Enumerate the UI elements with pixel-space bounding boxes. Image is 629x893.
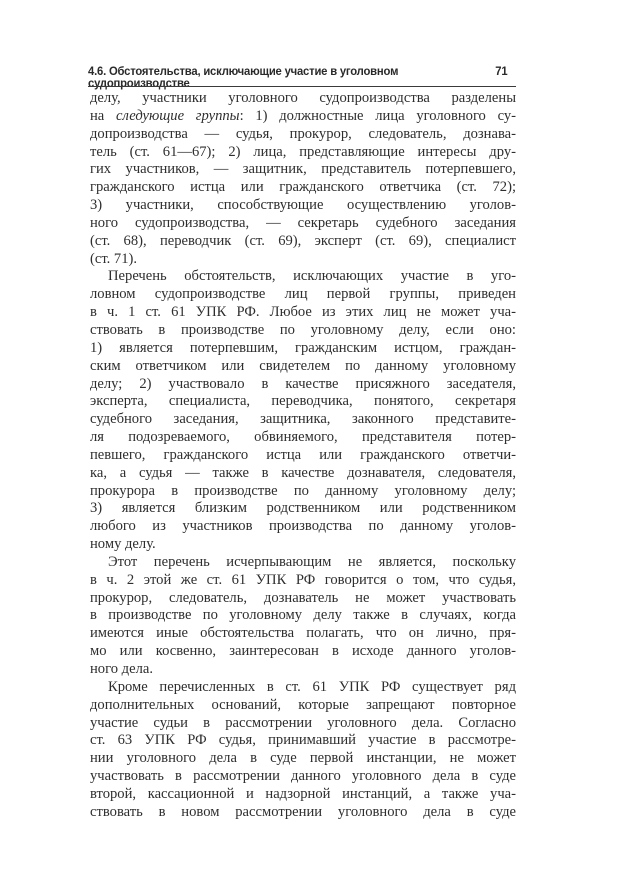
- text-line: [90, 376, 516, 394]
- text-run: делу; 2) участвовало в качестве присяжного заседателя,: [90, 375, 516, 392]
- text-run: участвовать в рассмотрении данного уголовного дела в суде: [90, 768, 516, 785]
- text-line: [90, 661, 516, 679]
- text-line: [90, 625, 516, 643]
- text-line: [90, 126, 516, 144]
- text-run: ловном судопроизводстве лиц первой группы, приведен: [90, 286, 516, 303]
- text-run: делу, участники уголовного судопроизводства разделены: [90, 90, 516, 106]
- text-line: [90, 768, 516, 786]
- running-header: [88, 66, 508, 90]
- text-run: певшего, гражданского истца или гражданского ответчи-: [90, 446, 516, 463]
- italic-text: следующие группы: [116, 107, 240, 124]
- text-line: [90, 268, 516, 286]
- text-line: [90, 750, 516, 768]
- text-run: тель (ст. 61—67); 2) лица, представляющие интересы дру-: [90, 143, 516, 160]
- text-run: ствовать в новом рассмотрении уголовного дела в суде: [90, 803, 516, 820]
- text-run: в производстве по уголовному делу также в случаях, когда: [90, 607, 516, 624]
- body-text: [90, 90, 516, 822]
- text-run: ским ответчиком или свидетелем по данному уголовному: [90, 357, 516, 374]
- text-run: на: [90, 107, 117, 124]
- text-run: : 1) должностные лица уголовного су-: [239, 107, 517, 124]
- text-run: мо или косвенно, заинтересован в исходе данного уголов-: [90, 643, 516, 660]
- text-run: Кроме перечисленных в ст. 61 УПК РФ существует ряд: [108, 678, 516, 695]
- text-run: имеются иные обстоятельства полагать, что он лично, пря-: [90, 625, 516, 642]
- text-line: [90, 393, 516, 411]
- text-run: прокурор, следователь, дознаватель не может участвовать: [90, 589, 516, 606]
- text-run: гих участников, — защитник, представитель потерпевшего,: [90, 161, 516, 178]
- text-line: [90, 358, 516, 376]
- text-run: судебного заседания, защитника, законного представите-: [90, 411, 516, 428]
- text-line: [90, 304, 516, 322]
- text-line: [90, 429, 516, 447]
- text-run: участие судьи в рассмотрении уголовного дела. Согласно: [90, 714, 516, 731]
- text-run: ному делу.: [90, 536, 156, 553]
- text-line: [90, 607, 516, 625]
- text-line: [90, 643, 516, 661]
- text-run: ка, а судья — также в качестве дознавателя, следователя,: [90, 464, 516, 481]
- text-run: в ч. 1 ст. 61 УПК РФ. Любое из этих лиц не может уча-: [90, 304, 516, 321]
- text-line: [90, 90, 516, 108]
- header-rule: [88, 86, 516, 87]
- text-line: [90, 715, 516, 733]
- text-line: [90, 786, 516, 804]
- text-line: [90, 554, 516, 572]
- text-run: 1) является потерпевшим, гражданским истцом, граждан-: [90, 339, 516, 356]
- text-run: дополнительных оснований, которые запрещают повторное: [90, 696, 516, 713]
- text-run: 3) является близким родственником или родственником: [90, 500, 516, 517]
- text-run: любого из участников производства по данному уголов-: [90, 518, 516, 535]
- text-line: [90, 447, 516, 465]
- text-line: [90, 590, 516, 608]
- text-line: [90, 197, 516, 215]
- text-line: [90, 804, 516, 822]
- text-run: ст. 63 УПК РФ судья, принимавший участие в рассмотре-: [90, 732, 516, 749]
- text-line: [90, 161, 516, 179]
- text-line: [90, 411, 516, 429]
- text-line: [90, 465, 516, 483]
- text-line: [90, 500, 516, 518]
- text-run: нии уголовного дела в суде первой инстанции, не может: [90, 750, 516, 767]
- text-line: [90, 322, 516, 340]
- text-run: в ч. 2 этой же ст. 61 УПК РФ говорится о том, что судья,: [90, 571, 516, 588]
- text-line: [90, 108, 516, 126]
- text-line: [90, 697, 516, 715]
- text-line: [90, 483, 516, 501]
- text-line: [90, 179, 516, 197]
- text-line: [90, 144, 516, 162]
- page-number: 71: [495, 66, 508, 78]
- text-run: (ст. 71).: [90, 250, 138, 267]
- text-run: ного судопроизводства, — секретарь судебного заседания: [90, 214, 516, 231]
- text-line: [90, 518, 516, 536]
- text-line: [90, 536, 516, 554]
- text-run: (ст. 68), переводчик (ст. 69), эксперт (ст. 69), специалист: [90, 232, 516, 249]
- text-line: [90, 251, 516, 269]
- text-line: [90, 732, 516, 750]
- text-line: [90, 572, 516, 590]
- text-run: ного дела.: [90, 661, 153, 677]
- text-run: гражданского истца или гражданского ответчика (ст. 72);: [90, 179, 516, 196]
- text-run: ствовать в производстве по уголовному делу, если оно:: [90, 321, 516, 338]
- text-run: эксперта, специалиста, переводчика, понятого, секретаря: [90, 393, 516, 410]
- text-line: [90, 679, 516, 697]
- text-run: второй, кассационной и надзорной инстанций, а также уча-: [90, 785, 516, 802]
- section-title: 4.6. Обстоятельства, исключающие участие в уголовном судопроизводстве: [88, 66, 399, 90]
- text-run: Этот перечень исчерпывающим не является, поскольку: [108, 553, 516, 570]
- text-line: [90, 286, 516, 304]
- text-line: [90, 340, 516, 358]
- text-run: прокурора в производстве по данному уголовному делу;: [90, 482, 516, 499]
- text-run: допроизводства — судья, прокурор, следователь, дознава-: [90, 125, 516, 142]
- text-run: Перечень обстоятельств, исключающих участие в уго-: [108, 268, 516, 285]
- text-line: [90, 215, 516, 233]
- text-run: 3) участники, способствующие осуществлению уголов-: [90, 197, 516, 214]
- text-line: [90, 233, 516, 251]
- text-run: ля подозреваемого, обвиняемого, представителя потер-: [90, 429, 516, 446]
